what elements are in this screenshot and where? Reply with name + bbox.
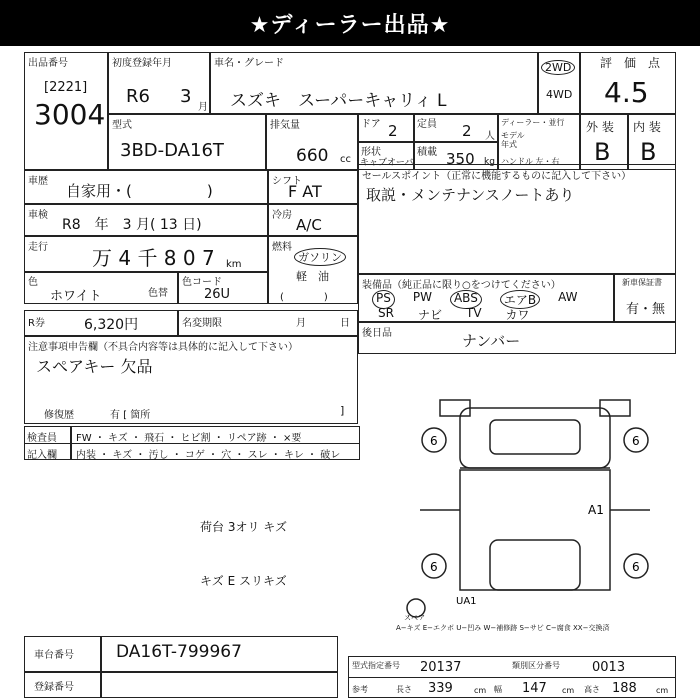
mileage-label: 走行 bbox=[28, 242, 48, 253]
shape-label: 形状 bbox=[361, 147, 381, 158]
capacity-value: 2 bbox=[462, 122, 472, 140]
exterior-label: 外 装 bbox=[586, 120, 614, 134]
chassis-value: DA16T-799967 bbox=[116, 642, 242, 662]
equip-ps: PS bbox=[372, 290, 395, 309]
inspector-note-2: キズ E スリキズ bbox=[200, 574, 287, 588]
tire-value-fr: 6 bbox=[632, 434, 640, 448]
entry-label: 記入欄 bbox=[27, 450, 57, 461]
person-unit: 人 bbox=[485, 131, 495, 142]
inspector-note-1: 荷台 3オリ キズ bbox=[200, 520, 288, 534]
color-change-label: 色替 bbox=[148, 288, 168, 299]
chassis-label: 車台番号 bbox=[34, 650, 74, 661]
doors-label: ドア bbox=[361, 119, 381, 130]
height-value: 188 bbox=[612, 681, 637, 696]
damage-legend: A−キズ E−エクボ U−凹み W−補修跡 S−サビ C−腐食 XX−交換済 bbox=[396, 624, 610, 632]
load-label: 積載 bbox=[417, 147, 437, 158]
vehicle-diagram bbox=[400, 380, 690, 620]
height-unit: cm bbox=[656, 686, 669, 695]
sales-point-label: セールスポイント（正常に機能するものに記入して下さい） bbox=[362, 171, 632, 182]
fuel-paren: ( ) bbox=[280, 292, 328, 303]
inspection-value: R8 年 3 月( 13 日) bbox=[62, 217, 202, 233]
class-number-label: 類別区分番号 bbox=[512, 661, 560, 670]
shift-label: シフト bbox=[272, 176, 302, 187]
equip-abs: ABS bbox=[450, 290, 482, 309]
type-number-label: 型式指定番号 bbox=[352, 661, 400, 670]
after-label: 後日品 bbox=[362, 328, 392, 339]
tire-value-rl: 6 bbox=[430, 560, 438, 574]
repair-value: 有 [ 箇所 bbox=[110, 410, 151, 421]
ref-label: 参考 bbox=[352, 685, 368, 694]
registration-label: 登録番号 bbox=[34, 682, 74, 693]
drive-4wd: 4WD bbox=[546, 88, 573, 101]
displacement-value: 660 bbox=[296, 146, 329, 166]
auction-sheet-title: ★ディーラー出品★ bbox=[0, 0, 700, 46]
fuel-gas: ガソリン bbox=[294, 248, 346, 266]
class-number-value: 0013 bbox=[592, 660, 626, 675]
mileage-value: 万 4 千 8 0 7 bbox=[92, 246, 215, 270]
ac-value: A/C bbox=[296, 216, 322, 234]
lot-label: 出品番号 bbox=[28, 58, 68, 69]
windshield bbox=[490, 420, 580, 454]
inspection-label: 車検 bbox=[28, 210, 48, 221]
color-code-value: 26U bbox=[204, 287, 231, 302]
repair-bracket-close: ] bbox=[340, 404, 345, 417]
exterior-value: B bbox=[594, 138, 611, 166]
color-value: ホワイト bbox=[50, 289, 102, 304]
equipment-row-2 bbox=[378, 306, 578, 323]
equip-airbag: エアB bbox=[500, 290, 540, 309]
score-value: 4.5 bbox=[604, 76, 649, 109]
shift-value: F AT bbox=[288, 182, 322, 201]
height-label: 高さ bbox=[584, 685, 600, 694]
recycle-value: 6,320円 bbox=[84, 317, 139, 333]
first-reg-month: 3 bbox=[180, 86, 192, 107]
warranty-label: 新車保証書 bbox=[622, 278, 662, 287]
displacement-label: 排気量 bbox=[270, 120, 300, 131]
tire-value-rr: 6 bbox=[632, 560, 640, 574]
load-value: 350 bbox=[446, 150, 475, 168]
inspect-row-1: FW ・ キズ ・ 飛石 ・ ヒビ割 ・ リペア跡 ・ ×要 bbox=[76, 433, 302, 444]
inspector-label: 検査員 bbox=[27, 433, 57, 444]
equip-tv: TV bbox=[465, 306, 482, 320]
interior-label: 内 装 bbox=[633, 120, 661, 134]
model-year-label: モデル年式 bbox=[501, 131, 525, 149]
width-unit: cm bbox=[562, 686, 575, 695]
month-unit: 月 bbox=[198, 102, 208, 113]
model-value: 3BD-DA16T bbox=[120, 140, 224, 161]
type-number-value: 20137 bbox=[420, 660, 462, 675]
capacity-label: 定員 bbox=[417, 119, 437, 130]
ac-label: 冷房 bbox=[272, 210, 292, 221]
model-label: 型式 bbox=[112, 120, 132, 131]
spare-label: スペア bbox=[404, 614, 425, 620]
bed-outline bbox=[460, 470, 610, 590]
width-label: 幅 bbox=[494, 685, 502, 694]
first-reg-year: R6 bbox=[126, 86, 150, 107]
shape-value: キャブオーバ bbox=[360, 158, 414, 168]
equipment-label: 装備品（純正品に限り○をつけてください） bbox=[362, 280, 561, 291]
equip-pw: PW bbox=[412, 290, 432, 304]
handle-label: ハンドル 左・右 bbox=[501, 157, 560, 166]
recycle-label: R券 bbox=[28, 318, 45, 329]
cab-outline bbox=[460, 408, 610, 468]
damage-a1: A1 bbox=[588, 503, 604, 517]
fuel-label: 燃料 bbox=[272, 242, 292, 253]
doors-value: 2 bbox=[388, 122, 398, 140]
lot-number: 3004 bbox=[34, 98, 106, 131]
inspect-row-2: 内装 ・ キズ ・ 汚し ・ コゲ ・ 穴 ・ スレ ・ キレ ・ 破レ bbox=[76, 450, 341, 461]
fuel-light: 軽 油 bbox=[296, 270, 329, 283]
kg-unit: kg bbox=[484, 157, 495, 167]
length-label: 長さ bbox=[396, 685, 412, 694]
km-unit: km bbox=[226, 259, 242, 270]
length-value: 339 bbox=[428, 681, 453, 696]
sales-point-value: 取説・メンテナンスノートあり bbox=[366, 186, 575, 204]
equip-navi: ナビ bbox=[417, 308, 442, 322]
color-code-label: 色コード bbox=[182, 277, 222, 288]
equip-leather: カワ bbox=[505, 308, 530, 322]
length-unit: cm bbox=[474, 686, 487, 695]
cc-unit: cc bbox=[340, 154, 351, 165]
width-value: 147 bbox=[522, 681, 547, 696]
notes-value: スペアキー 欠品 bbox=[36, 357, 153, 376]
name-value: スズキ スーパーキャリィ L bbox=[230, 91, 447, 111]
warranty-value: 有・無 bbox=[626, 302, 666, 317]
equip-aw: AW bbox=[558, 290, 578, 304]
history-value: 自家用・( ) bbox=[66, 182, 213, 200]
after-value: ナンバー bbox=[462, 332, 521, 350]
color-label: 色 bbox=[28, 277, 38, 288]
name-change-label: 名変期限 bbox=[182, 318, 222, 329]
damage-ua1: UA1 bbox=[456, 596, 477, 607]
notes-label: 注意事項申告欄（不具合内容等は具体的に記入して下さい） bbox=[28, 342, 298, 353]
first-reg-label: 初度登録年月 bbox=[112, 58, 172, 69]
equip-sr: SR bbox=[378, 306, 394, 320]
repair-label: 修復歴 bbox=[44, 410, 74, 421]
interior-value: B bbox=[640, 138, 657, 166]
name-label: 車名・グレード bbox=[214, 58, 284, 69]
tire-value-fl: 6 bbox=[430, 434, 438, 448]
dealer-label: ディーラー・並行 bbox=[501, 118, 565, 127]
drive-2wd: 2WD bbox=[541, 60, 575, 75]
history-label: 車歴 bbox=[28, 176, 48, 187]
score-label: 評 価 点 bbox=[600, 56, 661, 70]
lot-sub-number: [2221] bbox=[44, 80, 88, 95]
name-change-month: 月 bbox=[296, 318, 306, 329]
name-change-day: 日 bbox=[340, 318, 350, 329]
